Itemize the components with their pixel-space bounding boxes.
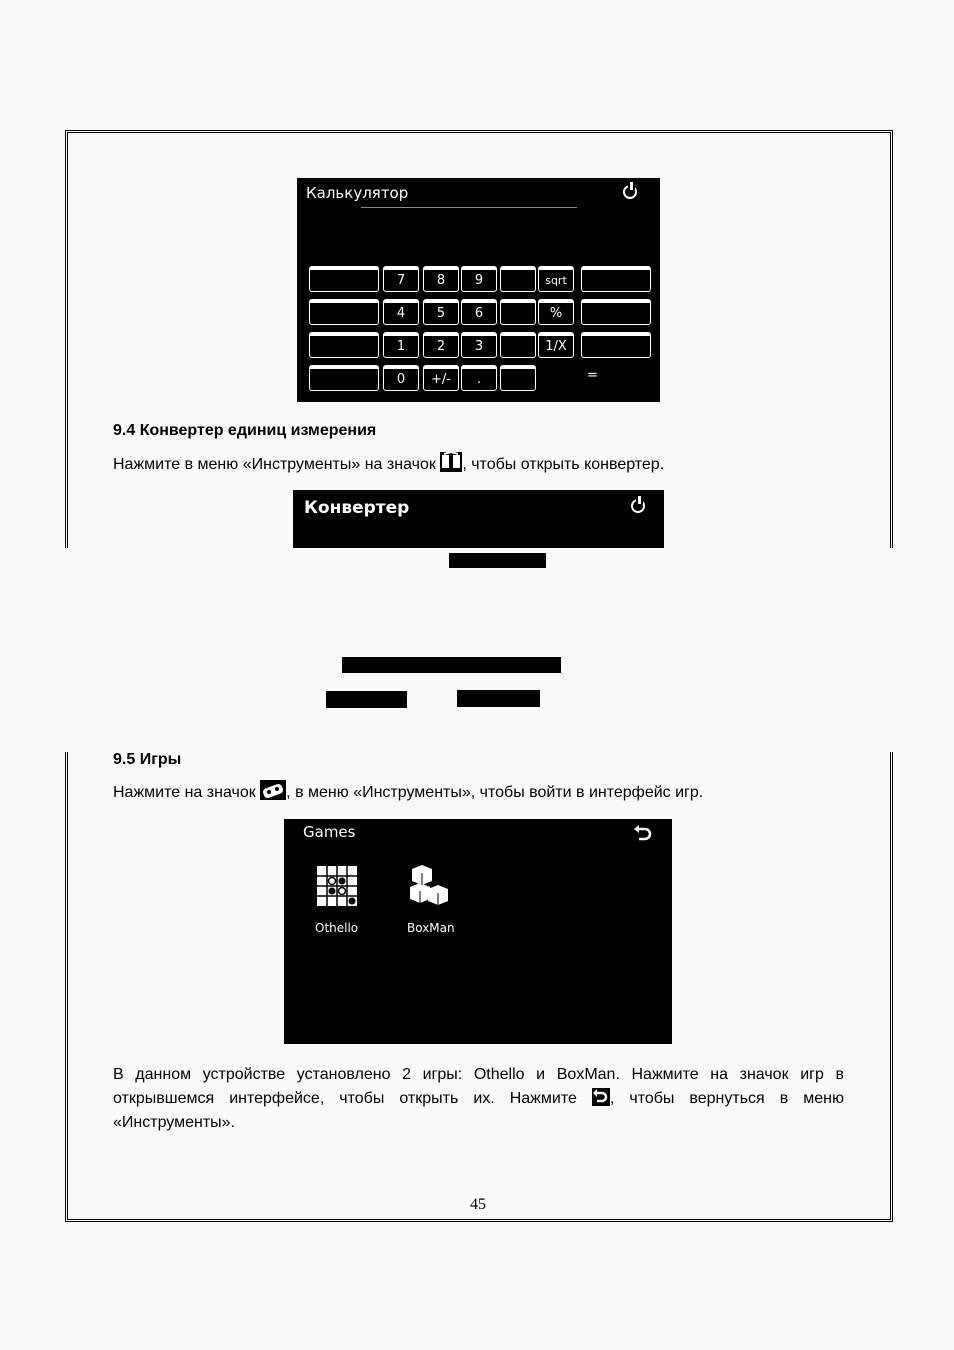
- key-2[interactable]: 2: [423, 332, 459, 358]
- calculator-title: Калькулятор: [306, 184, 409, 202]
- game-label-boxman[interactable]: BoxMan: [407, 921, 455, 935]
- redacted-fragment: [342, 657, 561, 673]
- converter-screen: [293, 490, 664, 548]
- memory-button[interactable]: [309, 299, 379, 325]
- memory-button[interactable]: [309, 332, 379, 358]
- paragraph-part2: , чтобы вернуться в меню «Инструменты».: [113, 1090, 844, 1131]
- power-icon[interactable]: [631, 499, 645, 513]
- key-0[interactable]: 0: [383, 365, 419, 391]
- clear-entry-button[interactable]: [581, 332, 651, 358]
- text-after: , в меню «Инструменты», чтобы войти в интерфейс игр.: [286, 784, 704, 801]
- power-icon[interactable]: [623, 185, 637, 199]
- converter-icon: [440, 452, 462, 472]
- redacted-fragment: [457, 690, 540, 707]
- redacted-fragment: [449, 553, 546, 568]
- section-text: [113, 780, 703, 802]
- calculator-screen: [297, 178, 660, 402]
- othello-board-icon[interactable]: [316, 865, 358, 911]
- key-7[interactable]: 7: [383, 266, 419, 292]
- back-arrow-icon: [592, 1088, 610, 1106]
- key-div[interactable]: [500, 266, 536, 292]
- key-plus[interactable]: [500, 365, 536, 391]
- key-sign[interactable]: +/-: [423, 365, 459, 391]
- back-arrow-icon[interactable]: [632, 823, 654, 849]
- section-text: [113, 452, 664, 474]
- section-heading: 9.5 Игры: [113, 751, 182, 768]
- key-percent[interactable]: %: [538, 299, 574, 325]
- display-line: [361, 207, 577, 208]
- backspace-button[interactable]: [581, 266, 651, 292]
- key-mul[interactable]: [500, 299, 536, 325]
- games-icon: [260, 780, 286, 800]
- redacted-fragment: [326, 691, 407, 708]
- page-number: 45: [470, 1196, 486, 1213]
- text-before: Нажмите в меню «Инструменты» на значок: [113, 456, 436, 473]
- key-8[interactable]: 8: [423, 266, 459, 292]
- key-minus[interactable]: [500, 332, 536, 358]
- key-dot[interactable]: .: [461, 365, 497, 391]
- boxes-icon[interactable]: [408, 865, 452, 913]
- key-9[interactable]: 9: [461, 266, 497, 292]
- text-after: , чтобы открыть конвертер.: [462, 456, 665, 473]
- key-4[interactable]: 4: [383, 299, 419, 325]
- games-screen: [284, 819, 672, 1044]
- key-3[interactable]: 3: [461, 332, 497, 358]
- game-label-othello[interactable]: Othello: [315, 921, 359, 935]
- key-5[interactable]: 5: [423, 299, 459, 325]
- memory-button[interactable]: [309, 365, 379, 391]
- clear-button[interactable]: [581, 299, 651, 325]
- text-before: Нажмите на значок: [113, 784, 256, 801]
- converter-title: Конвертер: [304, 498, 410, 518]
- games-title: Games: [303, 823, 356, 841]
- key-6[interactable]: 6: [461, 299, 497, 325]
- description-paragraph: [113, 1063, 844, 1135]
- memory-button[interactable]: [309, 266, 379, 292]
- key-reciprocal[interactable]: 1/X: [538, 332, 574, 358]
- key-sqrt[interactable]: sqrt: [538, 266, 574, 292]
- paragraph-part1: В данном устройстве установлено 2 игры: Othello и BoxMan. Нажмите на значок игр в открывшемся интерфейсе, чтобы открыть их. Нажмите: [113, 1066, 844, 1107]
- section-heading: 9.4 Конвертер единиц измерения: [113, 422, 377, 439]
- key-equals[interactable]: =: [587, 368, 598, 383]
- key-1[interactable]: 1: [383, 332, 419, 358]
